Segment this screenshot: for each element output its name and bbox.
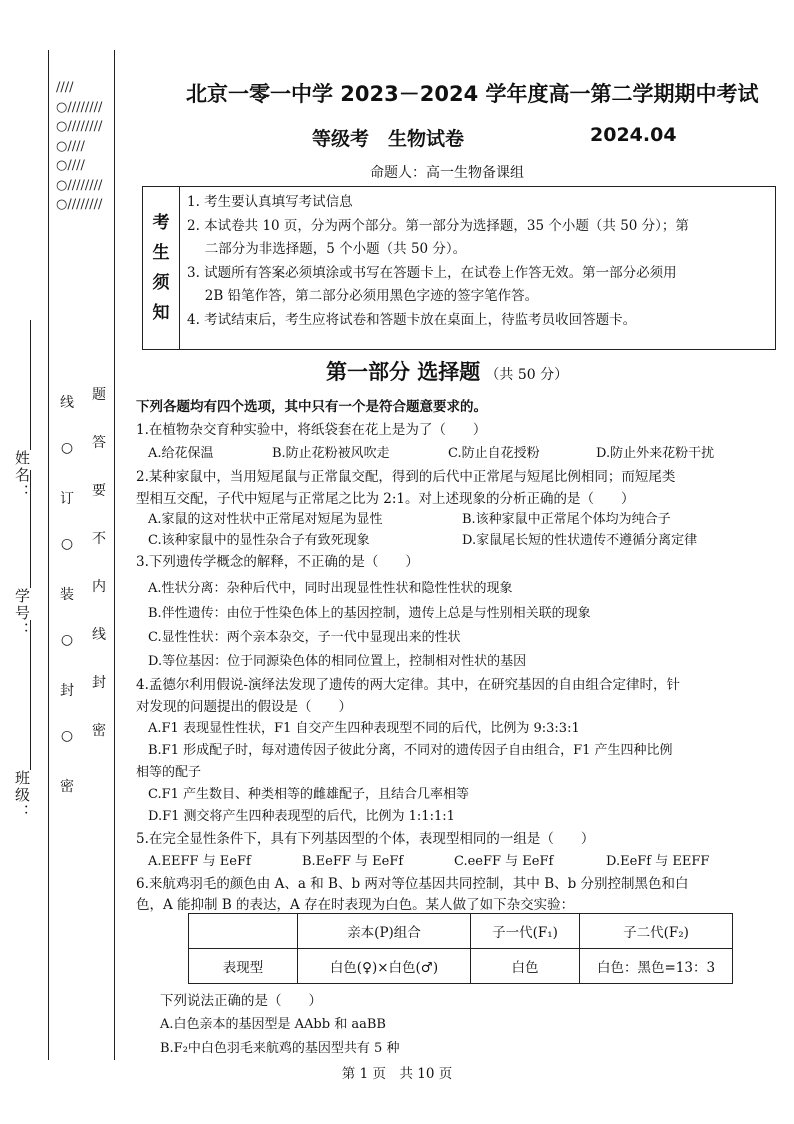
- cut-line-inner: [114, 50, 115, 1060]
- q6-option-a[interactable]: A.白色亲本的基因型是 AAbb 和 aaBB: [160, 1017, 386, 1032]
- seal-char: 装: [60, 587, 74, 603]
- cut-marks: ////○////////○////////○////○////○////////○////////: [56, 80, 103, 212]
- candidate-notes-box: [142, 186, 776, 350]
- exam-subtitle: 等级考 生物试卷: [312, 128, 465, 150]
- class-field-label: 班级：: [13, 770, 31, 821]
- notes-label-char: 生: [152, 243, 170, 263]
- q4-option-c[interactable]: C.F1 产生数目、种类相等的雌雄配子，且结合几率相等: [148, 787, 470, 802]
- q3-option-b[interactable]: B.伴性遗传：由位于性染色体上的基因控制，遗传上总是与性别相关联的现象: [148, 606, 591, 621]
- q4-option-a[interactable]: A.F1 表现显性性状，F1 自交产生四种表现型不同的后代，比例为 9:3:3:1: [148, 721, 580, 736]
- warning-char: 要: [92, 483, 106, 499]
- seal-circle: ○: [60, 536, 74, 552]
- notes-label-char: 知: [152, 303, 170, 323]
- q2-option-c[interactable]: C.该种家鼠中的显性杂合子有致死现象: [148, 533, 370, 548]
- exam-author: 命题人：高一生物备课组: [370, 165, 524, 181]
- section-title: 第一部分 选择题: [326, 360, 481, 384]
- table-cell: 白色: [471, 949, 580, 984]
- seal-char: 订: [60, 491, 74, 507]
- q3-option-a[interactable]: A.性状分离：杂种后代中，同时出现显性性状和隐性性状的现象: [148, 581, 513, 596]
- exam-date: 2024.04: [590, 124, 677, 146]
- table-header-cell: 亲本(P)组合: [298, 914, 471, 949]
- name-field-line[interactable]: [30, 320, 31, 450]
- question-2-stem-line2: 型相互交配，子代中短尾与正常尾之比为 2:1。对上述现象的分析正确的是（ ）: [136, 491, 635, 507]
- q5-option-c[interactable]: C.eeFF 与 EeFf: [454, 854, 554, 869]
- section-instruction: 下列各题均有四个选项，其中只有一个是符合题意要求的。: [136, 399, 487, 415]
- q5-option-d[interactable]: D.EeFf 与 EEFF: [606, 854, 710, 869]
- notes-item: 二部分为非选择题，5 个小题（共 50 分）。: [187, 241, 467, 257]
- warning-char: 密: [92, 723, 106, 739]
- name-field-label: 姓名：: [13, 450, 31, 501]
- warning-char: 题: [92, 387, 106, 403]
- table-header-cell: 子二代(F₂): [580, 914, 733, 949]
- notes-label: [143, 187, 180, 349]
- q1-option-c[interactable]: C.防止自花授粉: [448, 446, 540, 461]
- notes-item: 1. 考生要认真填写考试信息: [187, 194, 353, 210]
- notes-item: 4. 考试结束后，考生应将试卷和答题卡放在桌面上，待监考员收回答题卡。: [187, 311, 637, 328]
- section-points: （共 50 分）: [485, 367, 569, 383]
- q4-option-d[interactable]: D.F1 测交将产生四种表现型的后代，比例为 1:1:1:1: [148, 809, 455, 824]
- cross-experiment-table: [188, 913, 733, 984]
- seal-char: 封: [60, 683, 74, 699]
- table-cell: 表现型: [189, 949, 298, 984]
- q1-option-b[interactable]: B.防止花粉被风吹走: [272, 446, 390, 461]
- q1-option-a[interactable]: A.给花保温: [148, 446, 214, 461]
- seal-circle: ○: [60, 728, 74, 744]
- seal-char: 密: [60, 779, 74, 795]
- warning-column: [92, 384, 106, 768]
- table-row: [189, 949, 733, 984]
- table-cell: 白色(♀)×白色(♂): [298, 949, 471, 984]
- q6-option-b[interactable]: B.F₂中白色羽毛来航鸡的基因型共有 5 种: [160, 1041, 400, 1056]
- q2-option-d[interactable]: D.家鼠尾长短的性状遗传不遵循分离定律: [462, 533, 698, 548]
- warning-char: 封: [92, 675, 106, 691]
- question-6-prompt: 下列说法正确的是（ ）: [160, 993, 322, 1009]
- q3-option-c[interactable]: C.显性性状：两个亲本杂交，子一代中显现出来的性状: [148, 630, 461, 645]
- warning-char: 答: [92, 435, 106, 451]
- q4-option-b[interactable]: B.F1 形成配子时，每对遗传因子彼此分离，不同对的遗传因子自由组合，F1 产生四种比例: [148, 743, 673, 758]
- notes-label-char: 须: [152, 273, 170, 293]
- notes-item: 3. 试题所有答案必须填涂或书写在答题卡上，在试卷上作答无效。第一部分必须用: [187, 264, 677, 281]
- cut-line-outer: [48, 50, 49, 1060]
- question-5-stem: 5.在完全显性条件下，具有下列基因型的个体，表现型相同的一组是（ ）: [136, 831, 595, 847]
- notes-label-char: 考: [152, 213, 170, 233]
- exam-title: 北京一零一中学 2023－2024 学年度高一第二学期期中考试: [186, 82, 759, 106]
- student-id-field-line[interactable]: [30, 470, 31, 588]
- notes-item: 2. 本试卷共 10 页，分为两个部分。第一部分为选择题，35 个小题（共 50 分）；第: [187, 217, 689, 234]
- warning-char: 线: [92, 627, 106, 643]
- table-header-cell: 子一代(F₁): [471, 914, 580, 949]
- table-header-row: [189, 914, 733, 949]
- table-cell: 白色：黑色=13：3: [580, 949, 733, 984]
- question-4-stem-line2: 对发现的问题提出的假设是（ ）: [136, 699, 352, 715]
- q3-option-d[interactable]: D.等位基因：位于同源染色体的相同位置上，控制相对性状的基因: [148, 654, 527, 669]
- seal-circle: ○: [60, 632, 74, 648]
- notes-items: [187, 191, 769, 332]
- notes-item: 2B 铅笔作答，第二部分必须用黑色字迹的签字笔作答。: [187, 288, 539, 304]
- q5-option-a[interactable]: A.EEFF 与 EeFf: [148, 854, 251, 869]
- q2-option-a[interactable]: A.家鼠的这对性状中正常尾对短尾为显性: [148, 512, 383, 527]
- table-header-cell: [189, 914, 298, 949]
- q5-option-b[interactable]: B.EeFF 与 EeFf: [302, 854, 404, 869]
- page-footer: 第 1 页 共 10 页: [341, 1066, 453, 1082]
- warning-char: 不: [92, 531, 106, 547]
- seal-line-column: [60, 392, 74, 824]
- question-6-stem-line1: 6.来航鸡羽毛的颜色由 A、a 和 B、b 两对等位基因共同控制，其中 B、b 分别控制黑色和白: [136, 876, 689, 892]
- question-2-stem-line1: 2.某种家鼠中，当用短尾鼠与正常鼠交配，得到的后代中正常尾与短尾比例相同；而短尾类: [136, 469, 676, 485]
- seal-char: 线: [60, 395, 74, 411]
- class-field-line[interactable]: [30, 620, 31, 770]
- question-1-stem: 1.在植物杂交育种实验中，将纸袋套在花上是为了（ ）: [136, 422, 487, 438]
- q2-option-b[interactable]: B.该种家鼠中正常尾个体均为纯合子: [462, 512, 671, 527]
- q4-option-b-cont: 相等的配子: [136, 765, 202, 780]
- student-id-field-label: 学号：: [13, 588, 31, 639]
- warning-char: 内: [92, 579, 106, 595]
- seal-circle: ○: [60, 440, 74, 456]
- section-heading: [326, 356, 568, 386]
- question-4-stem-line1: 4.孟德尔利用假说-演绎法发现了遗传的两大定律。其中，在研究基因的自由组合定律时，针: [136, 677, 680, 693]
- q1-option-d[interactable]: D.防止外来花粉干扰: [596, 446, 715, 461]
- question-6-stem-line2: 色，A 能抑制 B 的表达，A 存在时表现为白色。某人做了如下杂交实验：: [136, 897, 575, 913]
- question-3-stem: 3.下列遗传学概念的解释，不正确的是（ ）: [136, 554, 419, 570]
